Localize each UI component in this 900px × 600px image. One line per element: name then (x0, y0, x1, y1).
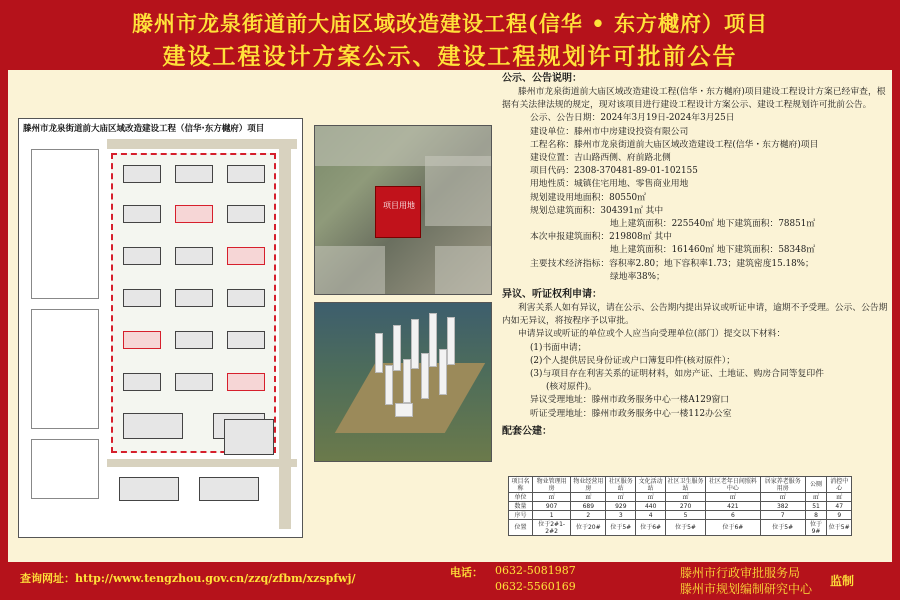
site-plan-legend (31, 149, 101, 529)
tel-1: 0632-5081987 (495, 564, 576, 577)
table-cell: 单位 (509, 493, 533, 502)
table-cell: 物业经营用房 (571, 477, 606, 493)
table-cell: 8 (805, 511, 827, 520)
table-cell: 382 (760, 502, 805, 511)
objection-place-2: 听证受理地址：滕州市政务服务中心一楼112办公室 (530, 408, 732, 419)
table-cell: 社区老年日间照料中心 (705, 477, 760, 493)
table-cell: 47 (827, 502, 852, 511)
table-cell: 文化活动站 (636, 477, 666, 493)
notice-intro: 滕州市龙泉街道前大庙区域改造建设工程(信华・东方樾府)项目建设工程设计方案已经审查，根据有关法律法规的规定，现对该项目进行建设工程设计方案公示、建设工程规划许可批前公告。 (502, 87, 886, 111)
table-cell: 消控中心 (827, 477, 852, 493)
notice-project: 工程名称：滕州市龙泉街道前大庙区域改造建设工程(信华・东方樾府)项目 (530, 139, 819, 150)
notice-text (502, 72, 890, 439)
notice-location: 建设位置：吉山路西侧、府前路北侧 (530, 153, 671, 164)
table-cell: 7 (760, 511, 805, 520)
title-line-2: 建设工程设计方案公示、建设工程规划许可批前公告 (162, 43, 738, 70)
table-cell: 1 (532, 511, 570, 520)
site-boundary (111, 153, 276, 453)
table-row (509, 493, 852, 502)
location-aerial-photo (314, 125, 492, 295)
objection-heading: 异议、听证权利申请： (502, 289, 602, 301)
footer (0, 562, 900, 600)
tel-2: 0632-5560169 (495, 580, 576, 593)
table-cell: 社区服务站 (606, 477, 636, 493)
table-row (509, 511, 852, 520)
table-cell: ㎡ (606, 493, 636, 502)
table-cell: ㎡ (705, 493, 760, 502)
table-row (509, 520, 852, 536)
header (0, 0, 900, 70)
project-site-marker (375, 186, 421, 238)
table-cell: 440 (636, 502, 666, 511)
table-cell: 位置 (509, 520, 533, 536)
table-cell: ㎡ (805, 493, 827, 502)
table-cell: 9 (827, 511, 852, 520)
objection-place-1: 异议受理地址：滕州市政务服务中心一楼A129窗口 (530, 395, 730, 406)
table-cell: 位于9# (805, 520, 827, 536)
table-cell: 位于5# (760, 520, 805, 536)
table-cell: ㎡ (636, 493, 666, 502)
notice-greening: 绿地率38%； (610, 271, 665, 282)
notice-total-split: 地上建筑面积：225540㎡ 地下建筑面积：78851㎡ (610, 219, 816, 230)
table-cell: 421 (705, 502, 760, 511)
table-cell: 物业管理用房 (532, 477, 570, 493)
table-cell: 3 (606, 511, 636, 520)
title-line-1: 滕州市龙泉街道前大庙区域改造建设工程(信华 • 东方樾府）项目 (132, 11, 768, 36)
table-cell: ㎡ (827, 493, 852, 502)
notice-period: 公示、公告日期：2024年3月19日-2024年3月25日 (530, 113, 735, 124)
table-cell: 51 (805, 502, 827, 511)
notice-apply-area: 本次申报建筑面积：219808㎡ 其中 (530, 232, 672, 243)
table-cell: 929 (606, 502, 636, 511)
notice-heading: 公示、公告说明： (502, 73, 582, 84)
project-site-label: 项目用地 (383, 201, 415, 210)
table-cell: 数量 (509, 502, 533, 511)
table-cell: 4 (636, 511, 666, 520)
table-cell: 位于5# (606, 520, 636, 536)
site-plan-title: 滕州市龙泉街道前大庙区域改造建设工程（信华·东方樾府）项目 (23, 124, 265, 134)
objection-item-3b: (核对原件)。 (546, 382, 597, 393)
notice-total-area: 规划总建筑面积：304391㎡ 其中 (530, 205, 664, 216)
table-cell: ㎡ (532, 493, 570, 502)
table-cell: 6 (705, 511, 760, 520)
query-url: 查询网址：http://www.tengzhou.gov.cn/zzq/zfbm/xzspfwj/ (20, 572, 356, 585)
table-cell: ㎡ (571, 493, 606, 502)
objection-item-2: (2)个人提供居民身份证或户口簿复印件(核对原件）； (530, 355, 736, 366)
notice-land-area: 规划建设用地面积：80550㎡ (530, 192, 646, 203)
table-cell: ㎡ (760, 493, 805, 502)
table-cell: 907 (532, 502, 570, 511)
objection-p1: 利害关系人如有异议，请在公示、公告期内提出异议或听证申请，逾期不予受理。公示、公告期内如无异议，将按程序予以审批。 (502, 303, 888, 327)
facilities-table (508, 476, 852, 536)
notice-board (8, 70, 892, 562)
table-cell: 689 (571, 502, 606, 511)
table-cell: 社区卫生服务站 (667, 477, 704, 492)
table-cell: 5 (666, 511, 706, 520)
notice-apply-split: 地上建筑面积：161460㎡ 地下建筑面积：58348㎡ (610, 245, 816, 256)
table-cell: 公厕 (805, 477, 827, 493)
table-cell: 位于20# (571, 520, 606, 536)
table-cell: 位于6# (636, 520, 666, 536)
objection-item-1: (1)书面申请； (530, 342, 587, 353)
notice-code: 项目代码：2308-370481-89-01-102155 (530, 166, 698, 177)
facilities-heading: 配套公建： (502, 425, 552, 437)
table-row (509, 477, 852, 493)
notice-land-use: 用地性质：城镇住宅用地、零售商业用地 (530, 179, 689, 190)
table-cell: 2 (571, 511, 606, 520)
table-cell: 项目名称 (509, 477, 533, 493)
notice-unit: 建设单位：滕州市中房建设投资有限公司 (530, 126, 689, 137)
org-2: 滕州市规划编制研究中心 (680, 582, 813, 596)
org-1: 滕州市行政审批服务局 (680, 566, 801, 580)
project-rendering (314, 302, 492, 462)
tel-label: 电话： (450, 566, 483, 579)
table-cell: 位于6# (705, 520, 760, 536)
table-cell: 位于2#1-2#2 (532, 520, 570, 536)
table-cell: 序号 (509, 511, 533, 520)
table-cell: 位于5# (666, 520, 706, 536)
table-cell: 居家养老服务用房 (760, 477, 805, 493)
table-cell: ㎡ (666, 493, 706, 502)
table-row (509, 502, 852, 511)
table-cell: 位于5# (827, 520, 852, 536)
objection-p2: 申请异议或听证的单位或个人应当向受理单位(部门）提交以下材料： (518, 329, 786, 340)
notice-indicators: 主要技术经济指标：容积率2.80；地下容积率1.73；建筑密度15.18%； (530, 258, 814, 269)
objection-item-3: (3)与项目存在利害关系的证明材料，如房产证、土地证、购房合同等复印件 (530, 369, 824, 380)
site-plan (18, 118, 303, 538)
supervise-label: 监制 (830, 574, 855, 588)
table-cell: 270 (666, 502, 706, 511)
